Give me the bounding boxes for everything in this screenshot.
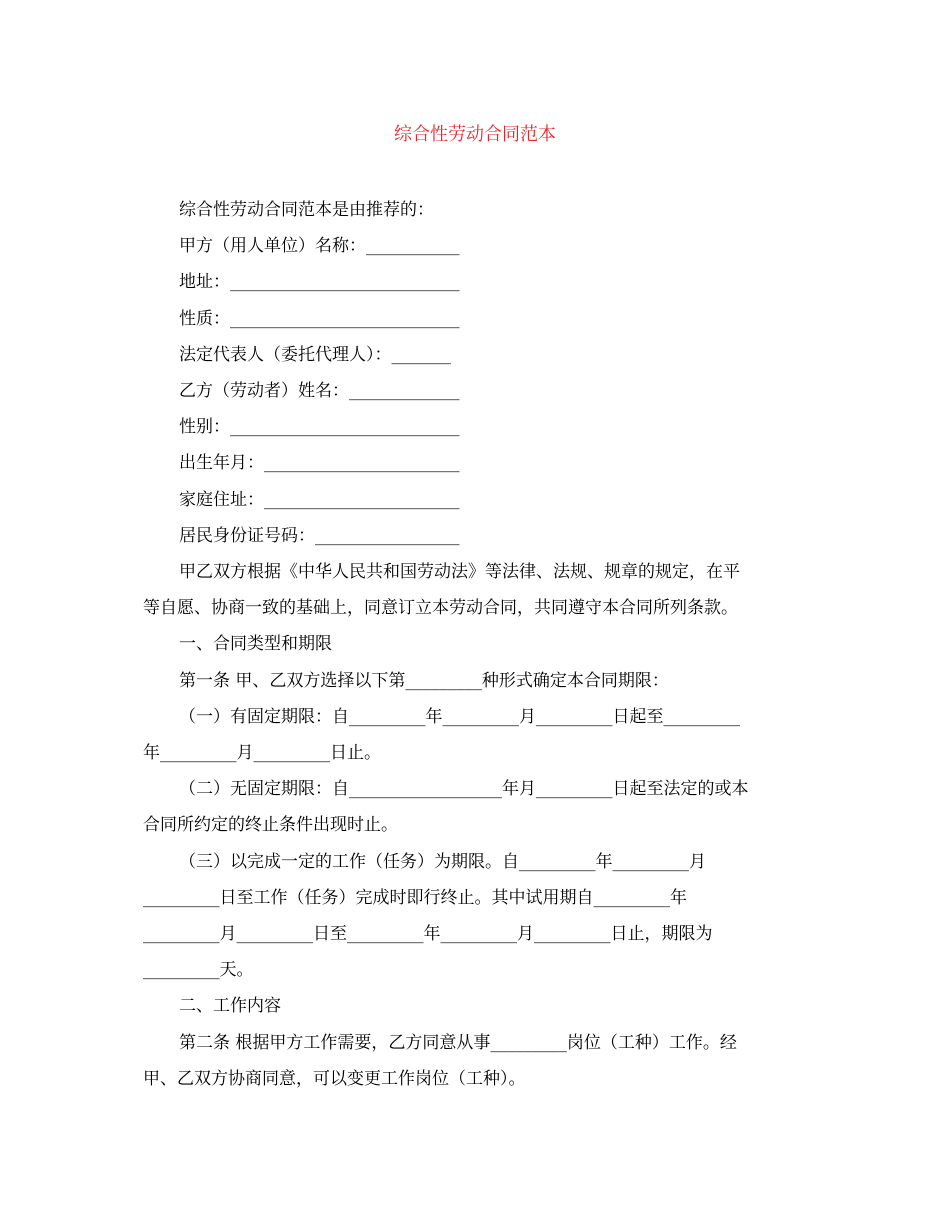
home-address-field: 家庭住址：_______________________ xyxy=(179,489,460,510)
article-1: 第一条 甲、乙双方选择以下第_________种形式确定本合同期限： xyxy=(179,670,669,691)
section-2-heading: 二、工作内容 xyxy=(179,996,281,1017)
intro-line: 综合性劳动合同范本是由推荐的： xyxy=(179,200,434,220)
option-3-line-3: _________月_________日至_________年_________月_________日止，期限为 xyxy=(143,924,713,945)
legal-representative-field: 法定代表人（委托代理人）：_______ xyxy=(179,344,451,365)
preamble-line-1: 甲乙双方根据《中华人民共和国劳动法》等法律、法规、规章的规定，在平 xyxy=(179,562,740,583)
option-1-line-1: （一）有固定期限：自_________年_________月_________日起至_________ xyxy=(179,706,740,727)
option-1-line-2: 年_________月_________日止。 xyxy=(143,743,381,764)
id-number-field: 居民身份证号码：_________________ xyxy=(179,525,460,546)
option-2-line-1: （二）无固定期限：自__________________年月_________日起至法定的或本 xyxy=(179,779,749,800)
option-3-line-1: （三）以完成一定的工作（任务）为期限。自_________年_________月 xyxy=(179,851,706,872)
option-2-line-2: 合同所约定的终止条件出现时止。 xyxy=(143,815,398,836)
document-body xyxy=(143,192,808,1097)
section-1-heading: 一、合同类型和期限 xyxy=(179,634,332,655)
party-b-name-field: 乙方（劳动者）姓名：_____________ xyxy=(179,381,460,402)
article-2-line-1: 第二条 根据甲方工作需要，乙方同意从事_________岗位（工种）工作。经 xyxy=(179,1032,737,1053)
nature-field: 性质：___________________________ xyxy=(179,308,460,329)
address-field: 地址：___________________________ xyxy=(179,272,460,293)
gender-field: 性别：___________________________ xyxy=(179,417,460,438)
option-3-line-4: _________天。 xyxy=(143,960,254,981)
article-2-line-2: 甲、乙双方协商同意，可以变更工作岗位（工种）。 xyxy=(143,1068,526,1089)
preamble-line-2: 等自愿、协商一致的基础上，同意订立本劳动合同，共同遵守本合同所列条款。 xyxy=(143,598,738,619)
party-a-name-field: 甲方（用人单位）名称：___________ xyxy=(179,236,460,257)
document-title: 综合性劳动合同范本 xyxy=(394,124,556,145)
option-3-line-2: _________日至工作（任务）完成时即行终止。其中试用期自_________年 xyxy=(143,887,687,908)
birth-date-field: 出生年月：_______________________ xyxy=(179,453,460,474)
